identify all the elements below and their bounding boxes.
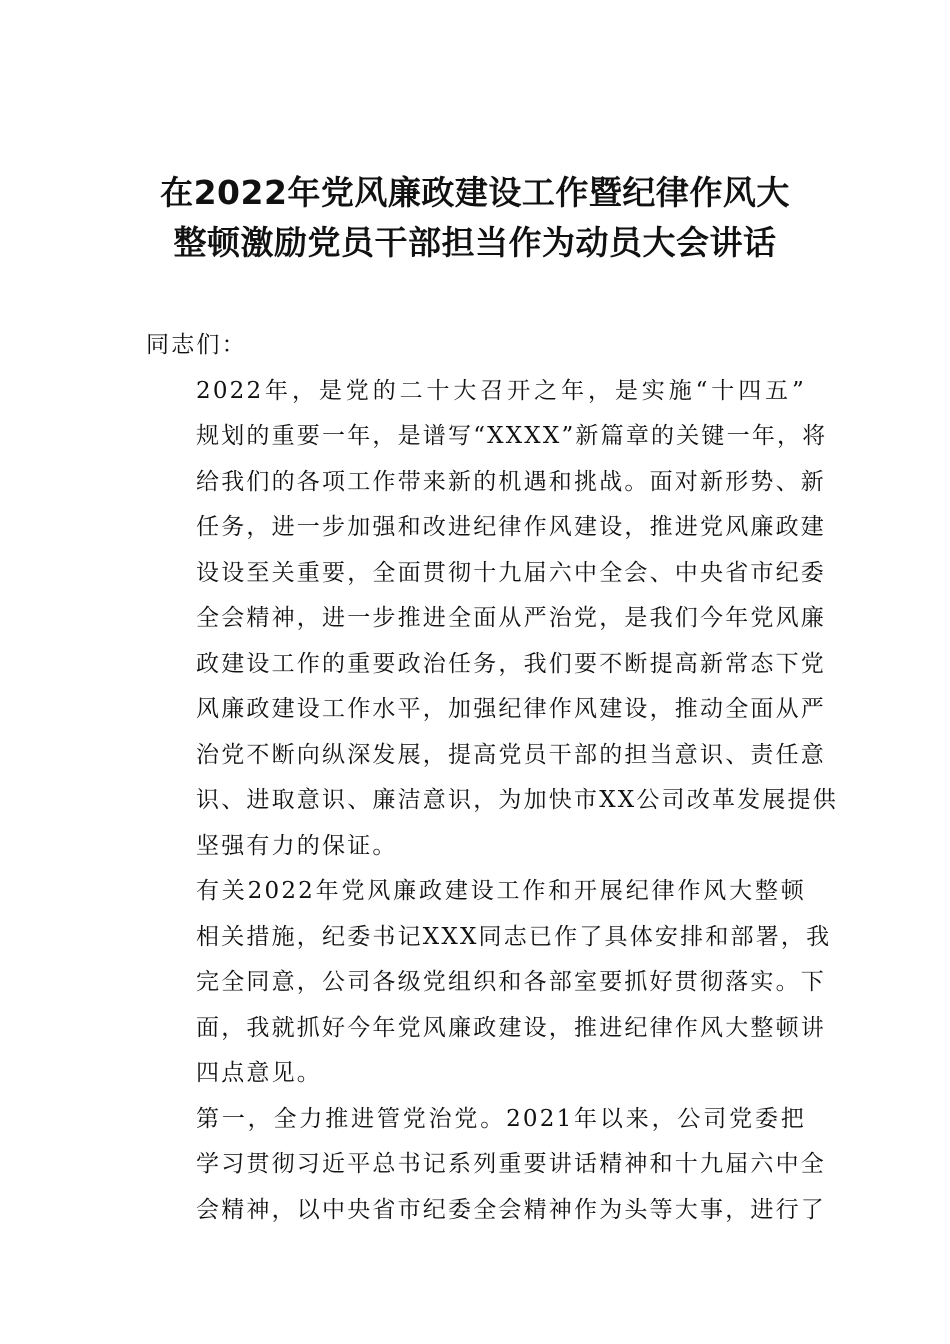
paragraph-line: 有关2022年党风廉政建设工作和开展纪律作风大整顿 xyxy=(196,878,806,904)
paragraph-line: 任务，进一步加强和改进纪律作风建设，推进党风廉政建 xyxy=(196,514,826,540)
paragraph-line: 四点意见。 xyxy=(196,1060,322,1086)
document-title xyxy=(140,168,810,268)
paragraph-line: 坚强有力的保证。 xyxy=(196,832,398,859)
paragraph-line: 学习贯彻习近平总书记系列重要讲话精神和十九届六中全 xyxy=(196,1151,826,1177)
title-line-2: 整顿激励党员干部担当作为动员大会讲话 xyxy=(173,223,777,262)
paragraph-3 xyxy=(146,1097,826,1234)
paragraph-2 xyxy=(146,869,832,1097)
paragraph-line: 完全同意，公司各级党组织和各部室要抓好贯彻落实。下 xyxy=(196,969,826,995)
paragraph-line: 面，我就抓好今年党风廉政建设，推进纪律作风大整顿讲 xyxy=(196,1014,826,1041)
paragraph-line: 政建设工作的重要政治任务，我们要不断提高新常态下党 xyxy=(196,650,826,677)
paragraph-line: 相关措施，纪委书记XXX同志已作了具体安排和部署，我 xyxy=(196,923,832,950)
paragraph-line: 给我们的各项工作带来新的机遇和挑战。面对新形势、新 xyxy=(196,468,826,495)
paragraph-line: 风廉政建设工作水平，加强纪律作风建设，推动全面从严 xyxy=(196,696,826,722)
paragraph-line: 第一，全力推进管党治党。2021年以来，公司党委把 xyxy=(196,1105,806,1132)
paragraph-line: 设设至关重要，全面贯彻十九届六中全会、中央省市纪委 xyxy=(196,559,826,586)
document-body xyxy=(146,323,838,1233)
paragraph-line: 2022年，是党的二十大召开之年，是实施“十四五” xyxy=(196,377,806,404)
paragraph-1 xyxy=(146,369,838,870)
title-line-1: 在2022年党风廉政建设工作暨纪律作风大 xyxy=(160,173,790,212)
paragraph-line: 全会精神，进一步推进全面从严治党，是我们今年党风廉 xyxy=(196,605,826,631)
paragraph-line: 识、进取意识、廉洁意识，为加快市XX公司改革发展提供 xyxy=(196,787,838,813)
paragraph-line: 治党不断向纵深发展，提高党员干部的担当意识、责任意 xyxy=(196,741,826,768)
paragraph-line: 会精神，以中央省市纪委全会精神作为头等大事，进行了 xyxy=(196,1196,826,1223)
paragraph-line: 规划的重要一年，是谱写“XXXX”新篇章的关键一年，将 xyxy=(196,423,828,449)
salutation: 同志们： xyxy=(146,332,247,358)
